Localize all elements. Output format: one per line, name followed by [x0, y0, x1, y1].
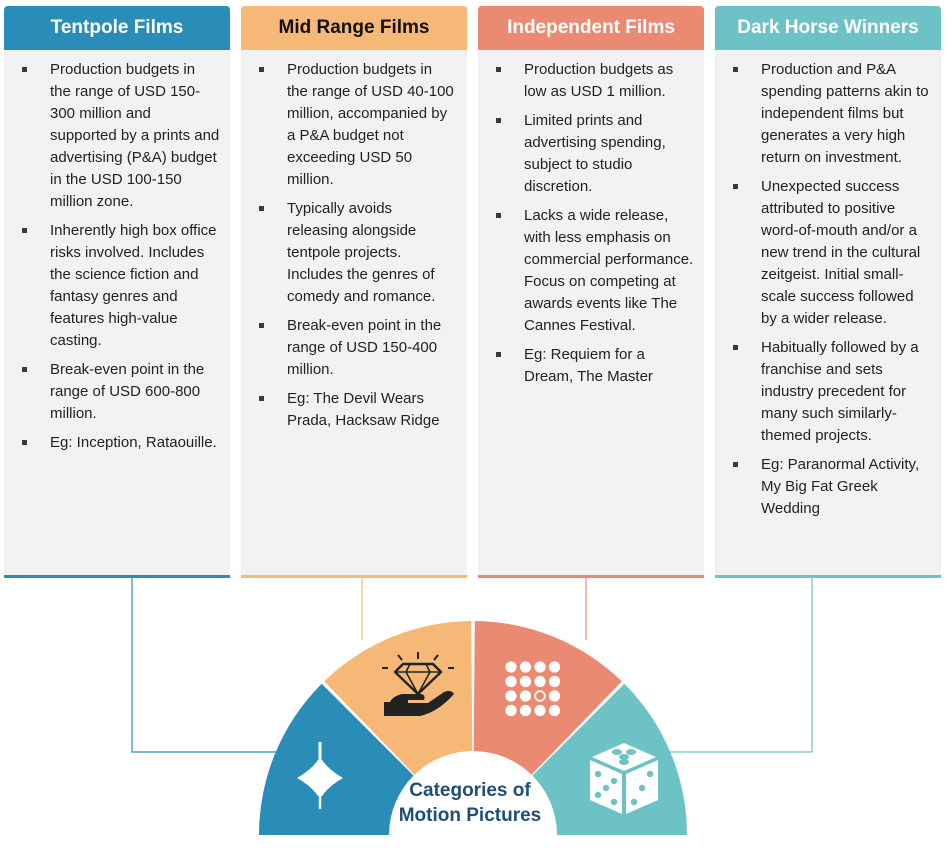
grid-dot: [534, 661, 545, 672]
item-text: Production budgets in the range of USD 40-100 million, accompanied by a P&A budget not exceeding USD 50 million.: [287, 61, 454, 188]
column-bottom-line: [4, 575, 230, 578]
column-bottom-line: [241, 575, 467, 578]
bullet-icon: [733, 184, 738, 189]
list-item: [733, 454, 931, 520]
item-text: Break-even point in the range of USD 150-400 million.: [287, 317, 442, 378]
bullet-icon: [22, 228, 27, 233]
list-item: [733, 176, 931, 330]
item-text: Lacks a wide release, with less emphasis on commercial performance. Focus on competing at awards events like The Cannes Festival.: [524, 207, 694, 334]
list-item: [259, 315, 457, 381]
list-item: [22, 432, 220, 454]
item-text: Production and P&A spending patterns akin to independent films but generates a very high return on investment.: [761, 61, 929, 166]
column-dark-horse-winners: [715, 6, 941, 578]
list-item: [733, 337, 931, 447]
list-item: [496, 59, 694, 103]
column-independent-films: [478, 6, 704, 578]
bullet-icon: [22, 367, 27, 372]
bullet-icon: [733, 462, 738, 467]
grid-dot: [505, 676, 516, 687]
bullet-icon: [22, 440, 27, 445]
center-label-line1: Categories of: [409, 780, 531, 801]
list-item: [733, 59, 931, 169]
column-bottom-line: [478, 575, 704, 578]
grid-dot: [505, 661, 516, 672]
connector-tentpole: [132, 578, 285, 752]
item-text: Eg: Paranormal Activity, My Big Fat Greek Wedding: [761, 456, 920, 517]
bullet-icon: [259, 206, 264, 211]
center-label: [380, 778, 560, 828]
bullet-icon: [496, 67, 501, 72]
list-item: [496, 110, 694, 198]
item-text: Unexpected success attributed to positive word-of-mouth and/or a new trend in the cultural zeitgeist. Initial small-scale success followed by a wider release.: [761, 178, 921, 327]
bullet-icon: [259, 323, 264, 328]
column-header-mid-range: Mid Range Films: [241, 6, 467, 50]
list-item: [22, 359, 220, 425]
item-text: Eg: The Devil Wears Prada, Hacksaw Ridge: [287, 390, 440, 429]
grid-dot: [520, 676, 531, 687]
item-text: Break-even point in the range of USD 600-800 million.: [50, 361, 205, 422]
list-item: [496, 344, 694, 388]
center-label-line2: Motion Pictures: [398, 805, 542, 826]
item-text: Production budgets in the range of USD 150-300 million and supported by a prints and advertising (P&A) budget in the USD 100-150 million zone.: [50, 61, 220, 210]
list-item: [259, 59, 457, 191]
item-list: [4, 50, 230, 454]
grid-dot: [549, 661, 560, 672]
connector-dark-horse: [660, 578, 812, 752]
bullet-icon: [733, 67, 738, 72]
column-mid-range-films: [241, 6, 467, 578]
grid-dot: [549, 705, 560, 716]
column-header-independent: Independent Films: [478, 6, 704, 50]
column-header-dark-horse: Dark Horse Winners: [715, 6, 941, 50]
column-bottom-line: [715, 575, 941, 578]
grid-dot: [520, 661, 531, 672]
list-item: [496, 205, 694, 337]
item-text: Production budgets as low as USD 1 million.: [524, 61, 674, 100]
list-item: [259, 388, 457, 432]
grid-dot: [520, 690, 531, 701]
bullet-icon: [733, 345, 738, 350]
bullet-icon: [496, 118, 501, 123]
grid-dot: [534, 705, 545, 716]
item-list: [478, 50, 704, 388]
item-text: Eg: Inception, Rataouille.: [50, 434, 217, 451]
bullet-icon: [22, 67, 27, 72]
grid-dot: [534, 676, 545, 687]
grid-dot: [549, 690, 560, 701]
bullet-icon: [259, 67, 264, 72]
item-text: Typically avoids releasing alongside tentpole projects. Includes the genres of comedy and romance.: [287, 200, 436, 305]
item-list: [715, 50, 941, 520]
column-tentpole-films: [4, 6, 230, 578]
bullet-icon: [496, 213, 501, 218]
grid-dot: [505, 705, 516, 716]
item-list: [241, 50, 467, 432]
item-text: Habitually followed by a franchise and sets industry precedent for many such similarly-themed projects.: [761, 339, 919, 444]
item-text: Limited prints and advertising spending, subject to studio discretion.: [524, 112, 666, 195]
item-text: Eg: Requiem for a Dream, The Master: [524, 346, 653, 385]
grid-dot: [520, 705, 531, 716]
bullet-icon: [496, 352, 501, 357]
grid-dot: [505, 690, 516, 701]
column-header-tentpole: Tentpole Films: [4, 6, 230, 50]
list-item: [259, 198, 457, 308]
grid-dot: [549, 676, 560, 687]
list-item: [22, 220, 220, 352]
bullet-icon: [259, 396, 264, 401]
item-text: Inherently high box office risks involved. Includes the science fiction and fantasy genres and features high-value casting.: [50, 222, 217, 349]
list-item: [22, 59, 220, 213]
